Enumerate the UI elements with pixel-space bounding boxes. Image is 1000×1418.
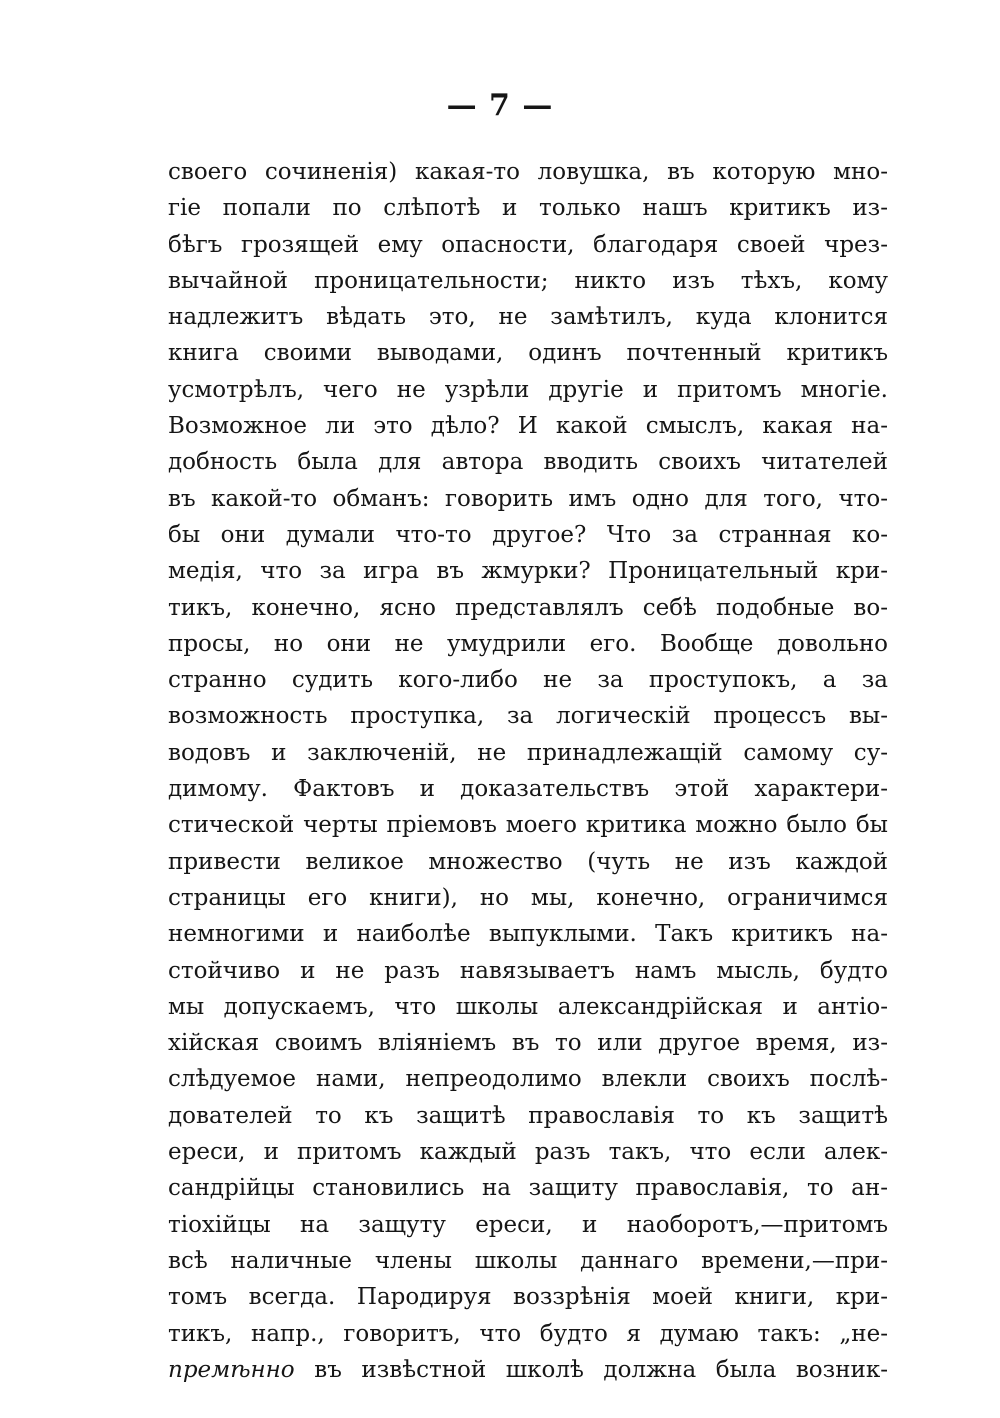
italic-word: премѣнно (168, 1356, 295, 1383)
text-line: страницы его книги), но мы, конечно, ограничимся (168, 884, 888, 911)
text-line: добность была для автора вводить своихъ читателей (168, 449, 888, 476)
text-line: бѣгъ грозящей ему опасности, благодаря своей чрез- (168, 231, 888, 258)
text-line: вычайной проницательности; никто изъ тѣхъ, кому (168, 267, 888, 294)
text-line: слѣдуемое нами, непреодолимо влекли своихъ послѣ- (168, 1066, 888, 1093)
text-line: бы они думали что-то другое? Что за странная ко- (168, 521, 888, 548)
text-line: водовъ и заключеній, не принадлежащій самому су- (168, 739, 888, 766)
text-line: ереси, и притомъ каждый разъ такъ, что если алек- (168, 1139, 888, 1166)
text-line: гіе попали по слѣпотѣ и только нашъ критикъ из- (168, 195, 888, 222)
text-line: привести великое множество (чуть не изъ каждой (168, 848, 888, 875)
text-line: стической черты пріемовъ моего критика можно было бы (168, 812, 888, 839)
text-line: странно судить кого-либо не за проступокъ, а за (168, 667, 888, 694)
line-continuation: въ извѣстной школѣ должна была возник- (294, 1356, 888, 1383)
text-line-last (168, 1352, 888, 1388)
text-line: медія, что за игра въ жмурки? Проницательный кри- (168, 558, 888, 585)
text-line: стойчиво и не разъ навязываетъ намъ мысль, будто (168, 957, 888, 984)
text-line: Возможное ли это дѣло? И какой смыслъ, какая на- (168, 413, 888, 440)
text-line: хійская своимъ вліяніемъ въ то или другое время, из- (168, 1030, 888, 1057)
text-line: томъ всегда. Пародируя воззрѣнія моей книги, кри- (168, 1284, 888, 1311)
text-line: сандрійцы становились на защиту православія, то ан- (168, 1175, 888, 1202)
text-line: просы, но они не умудрили его. Вообще довольно (168, 630, 888, 657)
text-line: мы допускаемъ, что школы александрійская и антіо- (168, 993, 888, 1020)
text-line: немногими и наиболѣе выпуклыми. Такъ критикъ на- (168, 921, 888, 948)
page-number: — 7 — (446, 88, 554, 123)
text-line: тіохійцы на защуту ереси, и наоборотъ,—притомъ (168, 1211, 888, 1238)
text-line: книга своими выводами, одинъ почтенный критикъ (168, 340, 888, 367)
text-line: надлежитъ вѣдать это, не замѣтилъ, куда клонится (168, 304, 888, 331)
text-line: тикъ, конечно, ясно представлялъ себѣ подобные во- (168, 594, 888, 621)
text-line: своего сочиненія) какая-то ловушка, въ которую мно- (168, 159, 888, 185)
text-line: тикъ, напр., говоритъ, что будто я думаю такъ: „не- (168, 1320, 888, 1347)
text-line: дователей то къ защитѣ православія то къ защитѣ (168, 1102, 888, 1129)
text-line: возможность проступка, за логическій процессъ вы- (168, 703, 888, 730)
text-line: димому. Фактовъ и доказательствъ этой характери- (168, 776, 888, 803)
text-line: въ какой-то обманъ: говорить имъ одно для того, что- (168, 485, 888, 512)
text-line: всѣ наличные члены школы даннаго времени,—при- (168, 1247, 888, 1274)
body-text (168, 154, 888, 1388)
text-line: усмотрѣлъ, чего не узрѣли другіе и притомъ многіе. (168, 376, 888, 403)
